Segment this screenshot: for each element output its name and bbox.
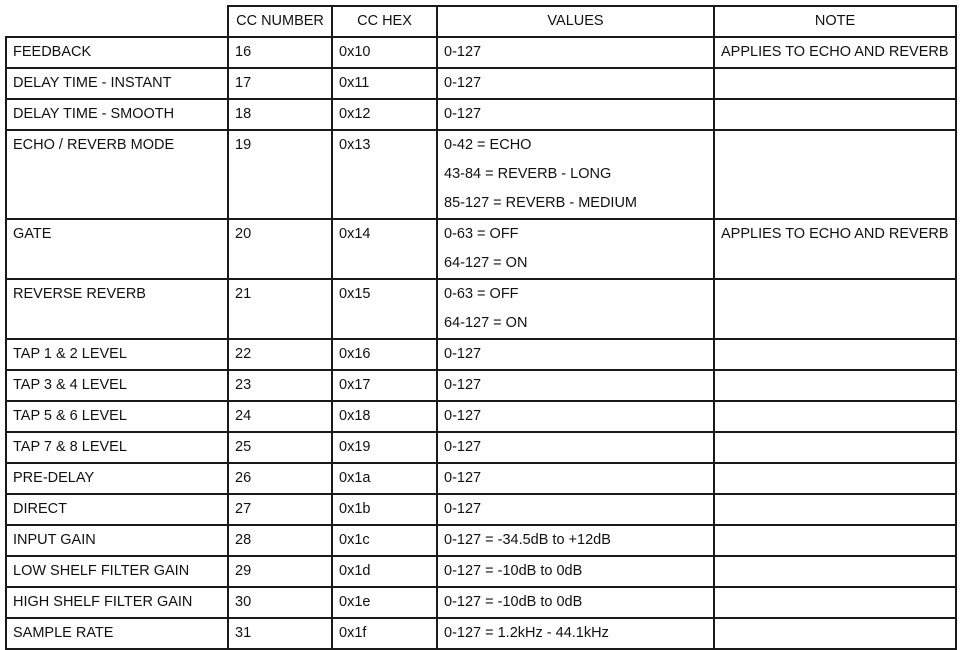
table-row <box>6 99 956 130</box>
table-row <box>6 279 956 339</box>
values-cell <box>437 339 714 370</box>
values-cell <box>437 556 714 587</box>
note-cell <box>714 556 956 587</box>
parameter-name-cell: DIRECT <box>6 494 228 525</box>
value-line: 0-127 <box>444 44 482 60</box>
note-cell <box>714 587 956 618</box>
parameter-name-cell: GATE <box>6 219 228 279</box>
parameter-name-cell: ECHO / REVERB MODE <box>6 130 228 219</box>
cc-number-cell: 28 <box>228 525 332 556</box>
cc-hex-cell: 0x17 <box>332 370 437 401</box>
value-line: 0-127 <box>444 75 482 91</box>
note-cell <box>714 279 956 339</box>
value-line: 0-42 = ECHO <box>444 137 532 153</box>
note-cell <box>714 463 956 494</box>
cc-hex-cell: 0x1d <box>332 556 437 587</box>
cc-hex-cell: 0x13 <box>332 130 437 219</box>
cc-number-cell: 25 <box>228 432 332 463</box>
cc-hex-cell: 0x18 <box>332 401 437 432</box>
cc-number-cell: 22 <box>228 339 332 370</box>
cc-number-cell: 26 <box>228 463 332 494</box>
note-cell <box>714 432 956 463</box>
values-cell <box>437 130 714 219</box>
note-cell <box>714 99 956 130</box>
cc-hex-cell: 0x14 <box>332 219 437 279</box>
values-cell <box>437 618 714 649</box>
value-line: 0-127 = -10dB to 0dB <box>444 594 583 610</box>
value-line: 0-127 = -34.5dB to +12dB <box>444 532 611 548</box>
value-line: 0-127 <box>444 470 482 486</box>
values-cell <box>437 432 714 463</box>
table-row <box>6 587 956 618</box>
parameter-name-cell: REVERSE REVERB <box>6 279 228 339</box>
value-line: 0-127 <box>444 439 482 455</box>
values-cell <box>437 68 714 99</box>
header-cc-hex: CC HEX <box>332 6 437 37</box>
table-row <box>6 525 956 556</box>
value-line: 0-127 <box>444 377 482 393</box>
header-values: VALUES <box>437 6 714 37</box>
value-line: 0-63 = OFF <box>444 226 519 242</box>
values-cell <box>437 370 714 401</box>
value-line: 64-127 = ON <box>444 315 528 331</box>
parameter-name-cell: DELAY TIME - SMOOTH <box>6 99 228 130</box>
header-row <box>6 6 956 37</box>
cc-hex-cell: 0x1c <box>332 525 437 556</box>
table-row <box>6 432 956 463</box>
parameter-name-cell: SAMPLE RATE <box>6 618 228 649</box>
cc-number-cell: 24 <box>228 401 332 432</box>
note-cell <box>714 130 956 219</box>
value-line: 85-127 = REVERB - MEDIUM <box>444 195 637 211</box>
cc-hex-cell: 0x1b <box>332 494 437 525</box>
table-row <box>6 618 956 649</box>
value-line: 0-127 <box>444 106 482 122</box>
cc-number-cell: 23 <box>228 370 332 401</box>
values-cell <box>437 494 714 525</box>
values-cell <box>437 463 714 494</box>
cc-number-cell: 17 <box>228 68 332 99</box>
value-line: 0-127 <box>444 501 482 517</box>
parameter-name-cell: TAP 7 & 8 LEVEL <box>6 432 228 463</box>
value-line: 0-127 = -10dB to 0dB <box>444 563 583 579</box>
table-row <box>6 68 956 99</box>
values-cell <box>437 99 714 130</box>
values-cell <box>437 219 714 279</box>
cc-number-cell: 27 <box>228 494 332 525</box>
values-cell <box>437 587 714 618</box>
parameter-name-cell: HIGH SHELF FILTER GAIN <box>6 587 228 618</box>
note-cell <box>714 618 956 649</box>
cc-hex-cell: 0x11 <box>332 68 437 99</box>
parameter-name-cell: TAP 1 & 2 LEVEL <box>6 339 228 370</box>
values-cell <box>437 401 714 432</box>
note-cell <box>714 494 956 525</box>
values-cell <box>437 279 714 339</box>
header-cc-number: CC NUMBER <box>228 6 332 37</box>
midi-cc-table <box>5 5 957 650</box>
cc-number-cell: 31 <box>228 618 332 649</box>
cc-number-cell: 29 <box>228 556 332 587</box>
cc-hex-cell: 0x1e <box>332 587 437 618</box>
parameter-name-cell: LOW SHELF FILTER GAIN <box>6 556 228 587</box>
cc-number-cell: 18 <box>228 99 332 130</box>
value-line: 0-127 = 1.2kHz - 44.1kHz <box>444 625 609 641</box>
value-line: 43-84 = REVERB - LONG <box>444 166 612 182</box>
header-blank <box>6 6 228 37</box>
header-note: NOTE <box>714 6 956 37</box>
table-row <box>6 463 956 494</box>
parameter-name-cell: PRE-DELAY <box>6 463 228 494</box>
cc-hex-cell: 0x1f <box>332 618 437 649</box>
note-cell <box>714 370 956 401</box>
values-cell <box>437 525 714 556</box>
cc-hex-cell: 0x10 <box>332 37 437 68</box>
table-row <box>6 401 956 432</box>
table-row <box>6 556 956 587</box>
cc-number-cell: 20 <box>228 219 332 279</box>
table-row <box>6 219 956 279</box>
parameter-name-cell: TAP 3 & 4 LEVEL <box>6 370 228 401</box>
cc-hex-cell: 0x12 <box>332 99 437 130</box>
value-line: 0-127 <box>444 408 482 424</box>
note-cell <box>714 525 956 556</box>
cc-hex-cell: 0x19 <box>332 432 437 463</box>
cc-hex-cell: 0x16 <box>332 339 437 370</box>
cc-hex-cell: 0x1a <box>332 463 437 494</box>
table-row <box>6 370 956 401</box>
parameter-name-cell: INPUT GAIN <box>6 525 228 556</box>
note-cell <box>714 401 956 432</box>
note-cell: APPLIES TO ECHO AND REVERB <box>714 219 956 279</box>
note-cell: APPLIES TO ECHO AND REVERB <box>714 37 956 68</box>
value-line: 64-127 = ON <box>444 255 528 271</box>
value-line: 0-63 = OFF <box>444 286 519 302</box>
cc-hex-cell: 0x15 <box>332 279 437 339</box>
parameter-name-cell: TAP 5 & 6 LEVEL <box>6 401 228 432</box>
value-line: 0-127 <box>444 346 482 362</box>
cc-number-cell: 16 <box>228 37 332 68</box>
table-row <box>6 130 956 219</box>
cc-number-cell: 21 <box>228 279 332 339</box>
parameter-name-cell: FEEDBACK <box>6 37 228 68</box>
values-cell <box>437 37 714 68</box>
table-row <box>6 37 956 68</box>
table-row <box>6 339 956 370</box>
note-cell <box>714 68 956 99</box>
cc-number-cell: 19 <box>228 130 332 219</box>
note-cell <box>714 339 956 370</box>
parameter-name-cell: DELAY TIME - INSTANT <box>6 68 228 99</box>
cc-number-cell: 30 <box>228 587 332 618</box>
table-row <box>6 494 956 525</box>
